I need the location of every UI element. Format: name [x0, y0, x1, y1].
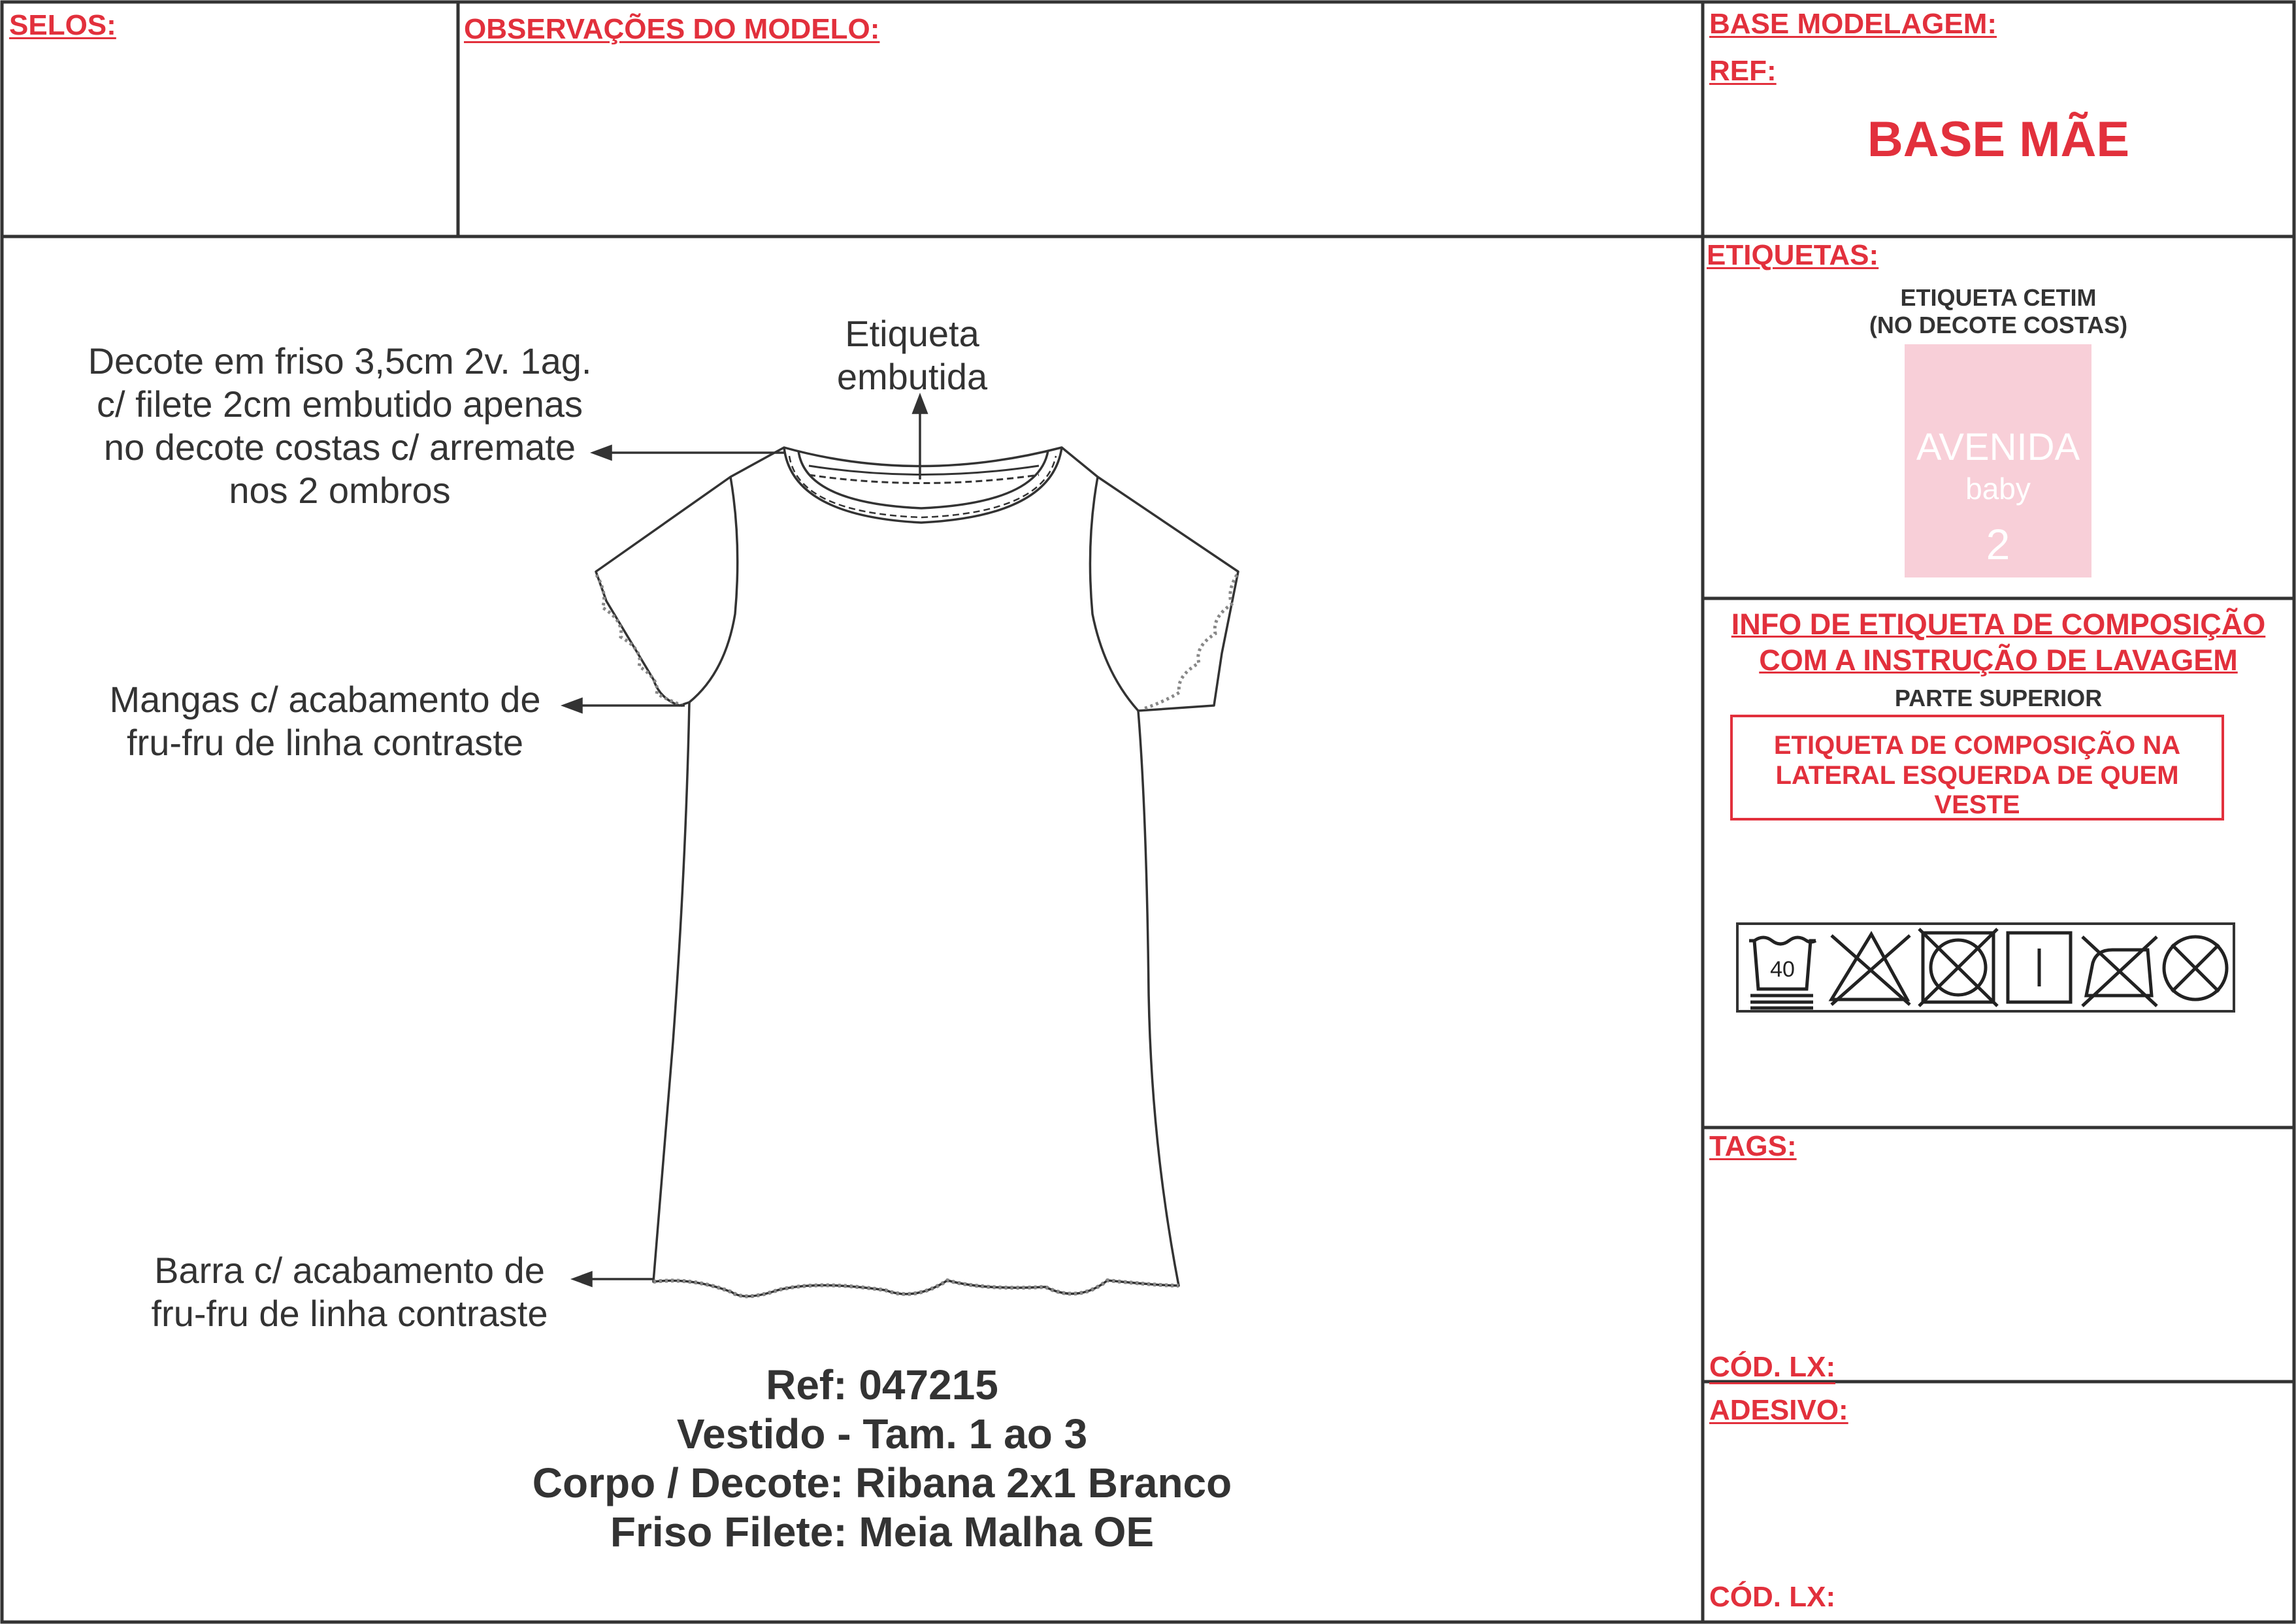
decote-note-line1: Decote em friso 3,5cm 2v. 1ag.	[88, 340, 592, 382]
product-ref: Ref: 047215	[766, 1361, 998, 1408]
composicao-box-line2: LATERAL ESQUERDA DE QUEM	[1775, 761, 2179, 790]
hem-trim	[653, 1280, 1179, 1296]
selos-label: SELOS:	[9, 9, 116, 41]
no-iron-icon	[2082, 937, 2157, 1006]
decote-note	[39, 340, 640, 512]
no-bleach-icon	[1831, 934, 1910, 1005]
product-friso: Friso Filete: Meia Malha OE	[610, 1508, 1155, 1555]
care-symbols-strip	[1736, 922, 2235, 1013]
etiqueta-note	[781, 312, 1043, 398]
parte-superior: PARTE SUPERIOR	[1894, 685, 2103, 711]
brand-size: 2	[1986, 520, 2010, 568]
observacoes-label: OBSERVAÇÕES DO MODELO:	[464, 13, 880, 45]
barra-note	[111, 1249, 588, 1335]
decote-note-line2: c/ filete 2cm embutido apenas	[97, 383, 583, 425]
barra-note-line1: Barra c/ acabamento de	[154, 1250, 545, 1291]
mangas-note-line2: fru-fru de linha contraste	[127, 722, 523, 763]
no-dry-clean-icon	[2164, 937, 2227, 999]
composicao-box-line3: VESTE	[1934, 790, 2020, 819]
mangas-note	[65, 678, 585, 764]
adesivo-cod-lx-label: CÓD. LX:	[1709, 1581, 1836, 1613]
mangas-note-line1: Mangas c/ acabamento de	[109, 679, 541, 720]
composicao-title-line2: COM A INSTRUÇÃO DE LAVAGEM	[1759, 643, 2238, 677]
line-dry-icon	[2008, 933, 2071, 1002]
sleeve-trim-right	[1143, 575, 1237, 709]
tags-label: TAGS:	[1709, 1130, 1797, 1162]
dress-outline	[596, 447, 1238, 1296]
product-name: Vestido - Tam. 1 ao 3	[676, 1410, 1088, 1457]
ref-label: REF:	[1709, 55, 1777, 87]
etiquetas-label: ETIQUETAS:	[1707, 239, 1879, 271]
composicao-box	[1730, 715, 2224, 820]
wash-temp: 40	[1770, 957, 1795, 982]
no-tumble-dry-icon	[1919, 929, 1997, 1006]
etiqueta-cetim-line1: ETIQUETA CETIM	[1900, 284, 2097, 311]
base-modelagem-label: BASE MODELAGEM:	[1709, 8, 1997, 40]
product-description	[359, 1361, 1405, 1557]
etiqueta-note-line1: Etiqueta	[845, 313, 979, 354]
brand-name: AVENIDA	[1916, 426, 2080, 468]
barra-note-line2: fru-fru de linha contraste	[151, 1293, 548, 1334]
composicao-box-line1: ETIQUETA DE COMPOSIÇÃO NA	[1773, 731, 2181, 760]
base-value: BASE MÃE	[1867, 112, 2130, 167]
composicao-title-line1: INFO DE ETIQUETA DE COMPOSIÇÃO	[1731, 608, 2266, 641]
sleeve-trim-left	[597, 575, 683, 706]
decote-note-line4: nos 2 ombros	[229, 470, 451, 511]
brand-sub: baby	[1965, 472, 2031, 506]
etiqueta-note-line2: embutida	[836, 356, 988, 397]
decote-note-line3: no decote costas c/ arremate	[103, 427, 576, 468]
product-corpo: Corpo / Decote: Ribana 2x1 Branco	[532, 1459, 1232, 1506]
brand-label-swatch	[1905, 344, 2091, 577]
adesivo-label: ADESIVO:	[1709, 1394, 1848, 1426]
etiqueta-cetim-line2: (NO DECOTE COSTAS)	[1869, 312, 2128, 338]
tags-cod-lx-label: CÓD. LX:	[1709, 1351, 1836, 1383]
